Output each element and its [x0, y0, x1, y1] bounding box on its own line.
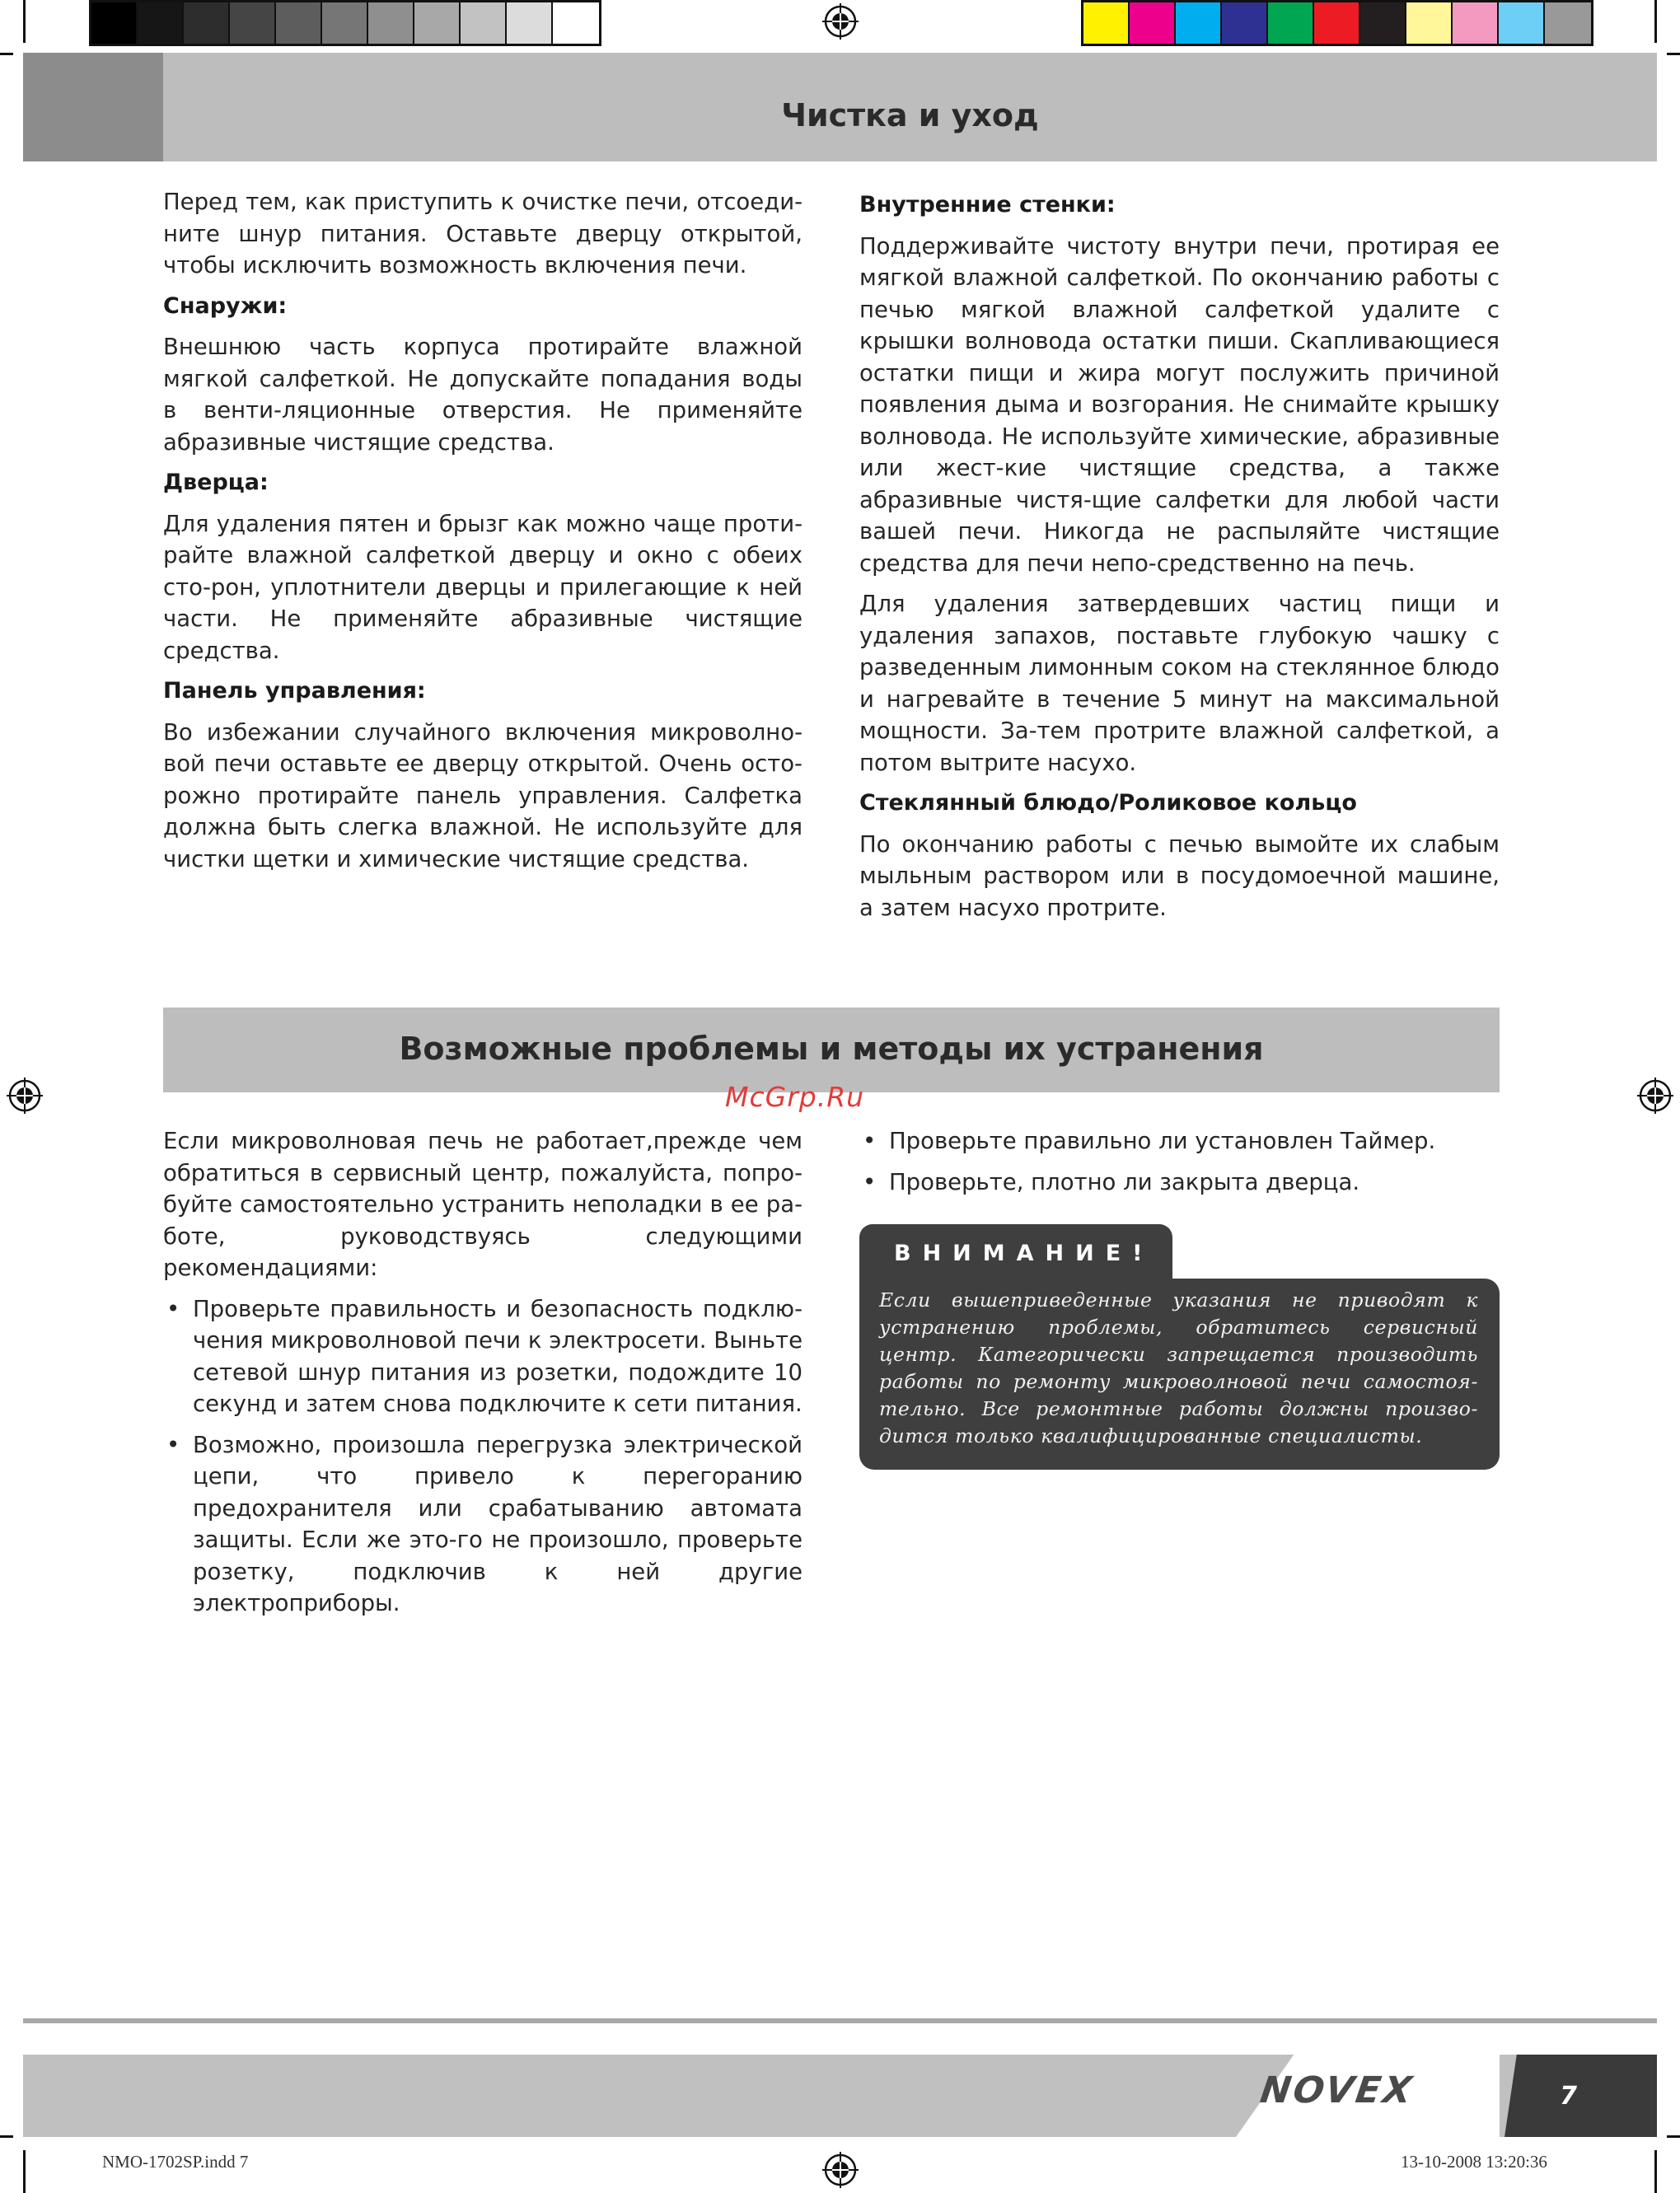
cleaning-right-column	[859, 186, 1500, 933]
door-text: Для удаления пятен и брызг как можно чаще проти-райте влажной салфеткой дверцу и окно с обеих сто-рон, уплотнители дверцы и прилегающие к ней части. Не применяйте абразивные чистящие средства.	[163, 510, 803, 664]
color-swatch	[230, 2, 276, 44]
color-swatch	[138, 2, 184, 44]
crop-mark	[1654, 0, 1657, 43]
crop-mark	[0, 2135, 13, 2138]
bullet-icon: •	[166, 1295, 180, 1322]
heading-outside: Снаружи:	[163, 292, 288, 319]
troubleshooting-left-column	[163, 1125, 803, 1629]
troubleshooting-right-column	[859, 1125, 1500, 1207]
color-swatch	[1406, 2, 1453, 44]
list-item	[163, 1293, 803, 1420]
bullet-icon: •	[166, 1431, 180, 1458]
list-item	[163, 1429, 803, 1620]
bullet-icon: •	[863, 1168, 877, 1195]
crop-mark	[1654, 2150, 1657, 2193]
heading-glass-tray: Стеклянный блюдо/Роликовое кольцо	[859, 790, 1357, 816]
color-swatch	[1453, 2, 1499, 44]
slug-filename: NMO-1702SP.indd 7	[102, 2152, 249, 2172]
crop-mark	[23, 2150, 26, 2193]
color-swatch	[322, 2, 368, 44]
inner-walls-text: Поддерживайте чистоту внутри печи, протирая ее мягкой влажной салфеткой. По окончанию работы с печью мягкой влажной салфеткой удалите с крышки волновода остатки пиши. Скапливающиеся остатки пищи и жира могут послужить причиной появления дыма и возгорания. Не снимайте крышку волновода. Не используйте химические, абразивные или жест-кие чистящие средства, а также абразивные чистя-щие салфетки для любой части вашей печи. Никогда не распыляйте чистящие средства для печи непо-средственно на печь.	[859, 232, 1500, 577]
troubleshooting-list-right	[859, 1125, 1500, 1198]
list-item-text: Проверьте правильно ли установлен Таймер.	[889, 1128, 1436, 1154]
slug-timestamp: 13-10-2008 13:20:36	[1401, 2152, 1547, 2172]
color-swatch	[1222, 2, 1268, 44]
color-swatch	[461, 2, 507, 44]
footer-divider	[23, 2018, 1657, 2023]
control-panel-text: Во избежании случайного включения микроволно-вой печи оставьте ее дверцу открытой. Очень осто-рожно протирайте панель управления. Салфетка должна быть слегка влажной. Не используйте для чистки щетки и химические чистящие средства.	[163, 718, 803, 872]
color-swatch	[184, 2, 230, 44]
crop-mark	[1667, 2135, 1680, 2138]
heading-inner-walls: Внутренние стенки:	[859, 192, 1116, 217]
color-swatch	[276, 2, 322, 44]
color-swatch	[507, 2, 553, 44]
list-item	[859, 1167, 1500, 1199]
watermark-text: McGrp.Ru	[725, 1081, 865, 1113]
registration-mark-icon	[1637, 1078, 1673, 1114]
cleaning-intro: Перед тем, как приступить к очистке печи, отсоеди-ните шнур питания. Оставьте дверцу открытой, чтобы исключить возможность включения печи.	[163, 189, 803, 278]
color-swatch	[91, 2, 138, 44]
crop-mark	[23, 0, 26, 43]
glass-tray-text: По окончанию работы с печью вымойте их слабым мыльным раствором или в посудомоечной машине, а затем насухо протрите.	[859, 830, 1500, 921]
novex-logo: NOVEX	[1257, 2069, 1417, 2111]
list-item-text: Проверьте, плотно ли закрыта дверца.	[889, 1168, 1360, 1195]
registration-mark-icon	[822, 3, 859, 40]
color-swatch	[553, 2, 599, 44]
color-swatch	[368, 2, 414, 44]
list-item	[859, 1125, 1500, 1157]
color-swatch	[1268, 2, 1314, 44]
crop-mark	[0, 53, 13, 55]
grayscale-swatches	[89, 0, 601, 46]
color-swatch	[1545, 2, 1591, 44]
color-swatch	[1130, 2, 1176, 44]
registration-mark-icon	[7, 1078, 43, 1114]
odor-removal-text: Для удаления затвердевших частиц пищи и удаления запахов, поставьте глубокую чашку с разведенным лимонным соком на стеклянное блюдо и нагревайте в течение 5 минут на максимальной мощности. За-тем протрите влажной салфеткой, а потом вытрите насухо.	[859, 591, 1500, 776]
color-swatch	[1176, 2, 1222, 44]
color-swatch	[1360, 2, 1406, 44]
page-number: 7	[1560, 2081, 1577, 2111]
bullet-icon: •	[863, 1128, 877, 1154]
warning-title: ВНИМАНИЕ!	[859, 1224, 1172, 1282]
section-title-troubleshooting: Возможные проблемы и методы их устранения	[399, 1031, 1264, 1067]
cleaning-left-column	[163, 186, 803, 884]
troubleshooting-list-left	[163, 1293, 803, 1620]
list-item-text: Проверьте правильность и безопасность подклю-чения микроволновой печи к электросети. Выньте сетевой шнур питания из розетки, подождите 10 секунд и затем снова подключите к сети питания.	[193, 1295, 803, 1417]
heading-control-panel: Панель управления:	[163, 678, 426, 704]
list-item-text: Возможно, произошла перегрузка электрической цепи, что привело к перегоранию предохранителя или срабатыванию автомата защиты. Если же это-го не произошло, проверьте розетку, подключив к ней другие электроприборы.	[193, 1431, 803, 1616]
registration-mark-icon	[822, 2152, 859, 2188]
warning-text: Если вышеприведенные указания не приводят к устранению проблемы, обратитесь сервисный центр. Категорически запрещается производить работы по ремонту микроволновой печи самостоя-тельно. Все ремонтные работы должны произво-дится только квалифицированные специалисты.	[859, 1279, 1500, 1470]
heading-door: Дверца:	[163, 470, 269, 495]
crop-mark	[1667, 53, 1680, 55]
color-swatch	[1314, 2, 1360, 44]
color-swatch	[1499, 2, 1545, 44]
process-color-swatches	[1081, 0, 1593, 46]
troubleshooting-intro: Если микроволновая печь не работает,прежде чем обратиться в сервисный центр, пожалуйста, попро-буйте самостоятельно устранить неполадки в ее ра-боте, руководствуясь следующими рекомендациями:	[163, 1128, 803, 1281]
color-swatch	[1083, 2, 1130, 44]
color-swatch	[414, 2, 461, 44]
section-title-cleaning: Чистка и уход	[781, 97, 1039, 133]
outside-text: Внешнюю часть корпуса протирайте влажной мягкой салфеткой. Не допускайте попадания воды в венти-ляционные отверстия. Не применяйте абразивные чистящие средства.	[163, 334, 803, 456]
header-bar-left	[23, 53, 163, 161]
